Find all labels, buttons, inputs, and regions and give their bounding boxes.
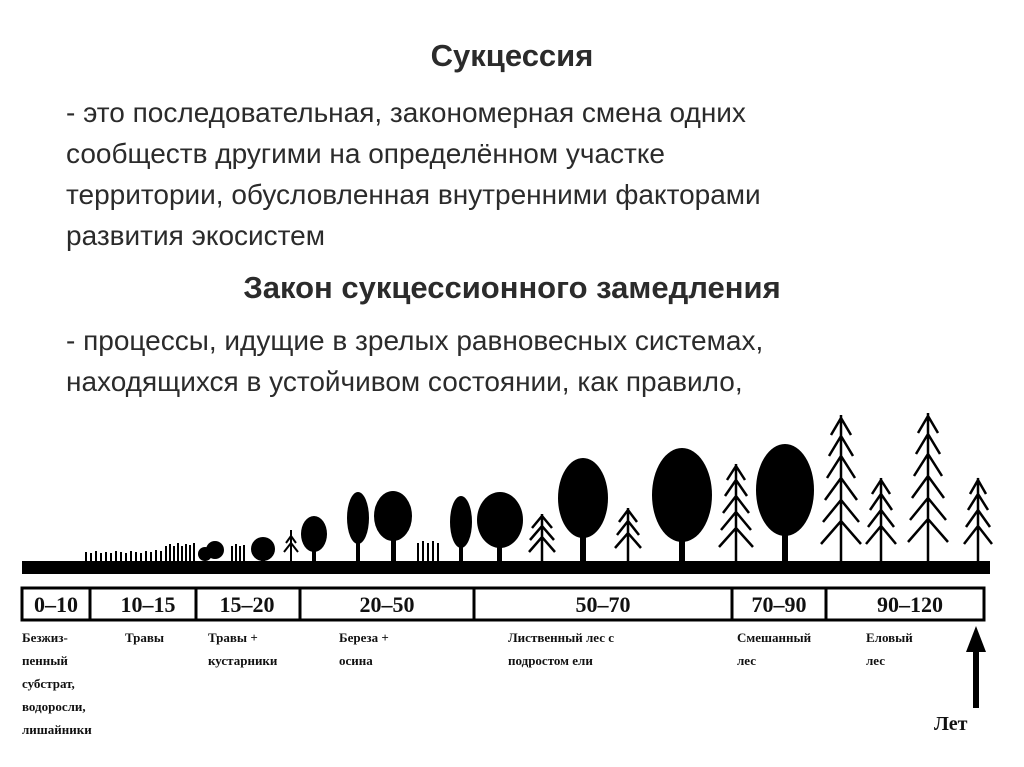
law-line: - процессы, идущие в зрелых равновесных системах,: [66, 325, 764, 356]
stage-label: субстрат,: [22, 676, 75, 691]
stage-label: лишайники: [22, 722, 92, 737]
stage-label: Лиственный лес с: [508, 630, 615, 645]
arrow-shaft: [973, 650, 979, 708]
definition-line: территории, обусловленная внутренними факторами: [66, 179, 761, 210]
period-label: 50–70: [575, 592, 631, 617]
deciduous-tree-icon: [347, 492, 369, 562]
period-label: 15–20: [219, 592, 275, 617]
spruce-sapling-icon: [284, 530, 298, 561]
deciduous-tree-icon: [301, 516, 327, 562]
stage-label: Еловый: [866, 630, 913, 645]
stage-captions: [22, 630, 913, 737]
stage-label: водоросли,: [22, 699, 86, 714]
period-label: 0–10: [34, 592, 78, 617]
stage-label: Травы +: [208, 630, 258, 645]
time-arrow: [966, 626, 986, 708]
stage-label: Травы: [125, 630, 165, 645]
period-label: 70–90: [751, 592, 807, 617]
stage-label: Безжиз-: [22, 630, 68, 645]
spruce-tree-icon: [615, 508, 641, 561]
spruce-tree-icon: [908, 413, 948, 561]
deciduous-tree-icon: [450, 496, 472, 562]
grass-icon: [232, 544, 244, 561]
definition-line: - это последовательная, закономерная смена одних: [66, 97, 746, 128]
deciduous-tree-icon: [477, 492, 523, 562]
deciduous-tree-icon: [756, 444, 814, 562]
timeline-dividers: [90, 588, 826, 620]
shrub-icon: [198, 541, 224, 561]
shrub-icon: [251, 537, 275, 562]
grass-icon: [166, 543, 194, 561]
stage-label: Береза +: [339, 630, 389, 645]
ground-line: [22, 561, 990, 574]
law-line: находящихся в устойчивом состоянии, как правило,: [66, 366, 743, 397]
stage-label: пенный: [22, 653, 68, 668]
spruce-tree-icon: [529, 514, 555, 561]
timeline-scale: [22, 588, 984, 620]
grass-icon: [86, 550, 161, 561]
deciduous-tree-icon: [374, 491, 412, 562]
arrow-up-icon: [966, 626, 986, 652]
slide-title: Сукцессия: [430, 38, 594, 73]
law-title: Закон сукцессионного замедления: [243, 270, 781, 305]
stage-label: осина: [339, 653, 373, 668]
stage-label: Смешанный: [737, 630, 812, 645]
period-label: 90–120: [877, 592, 943, 617]
stage-label: лес: [866, 653, 885, 668]
deciduous-tree-icon: [558, 458, 608, 562]
deciduous-tree-icon: [652, 448, 712, 562]
stage-label: кустарники: [208, 653, 278, 668]
stage-label: подростом ели: [508, 653, 593, 668]
stage-label: лес: [737, 653, 756, 668]
spruce-tree-icon: [866, 478, 896, 561]
spruce-tree-icon: [719, 464, 753, 561]
years-unit-label: Лет: [934, 713, 968, 735]
spruce-tree-icon: [964, 478, 992, 561]
period-label: 20–50: [359, 592, 415, 617]
definition-line: сообществ другими на определённом участке: [66, 138, 666, 169]
period-label: 10–15: [120, 592, 176, 617]
definition-line: развития экосистем: [66, 220, 325, 251]
vegetation-illustration: [22, 413, 992, 574]
grass-icon: [418, 541, 438, 561]
spruce-tree-icon: [821, 415, 861, 561]
